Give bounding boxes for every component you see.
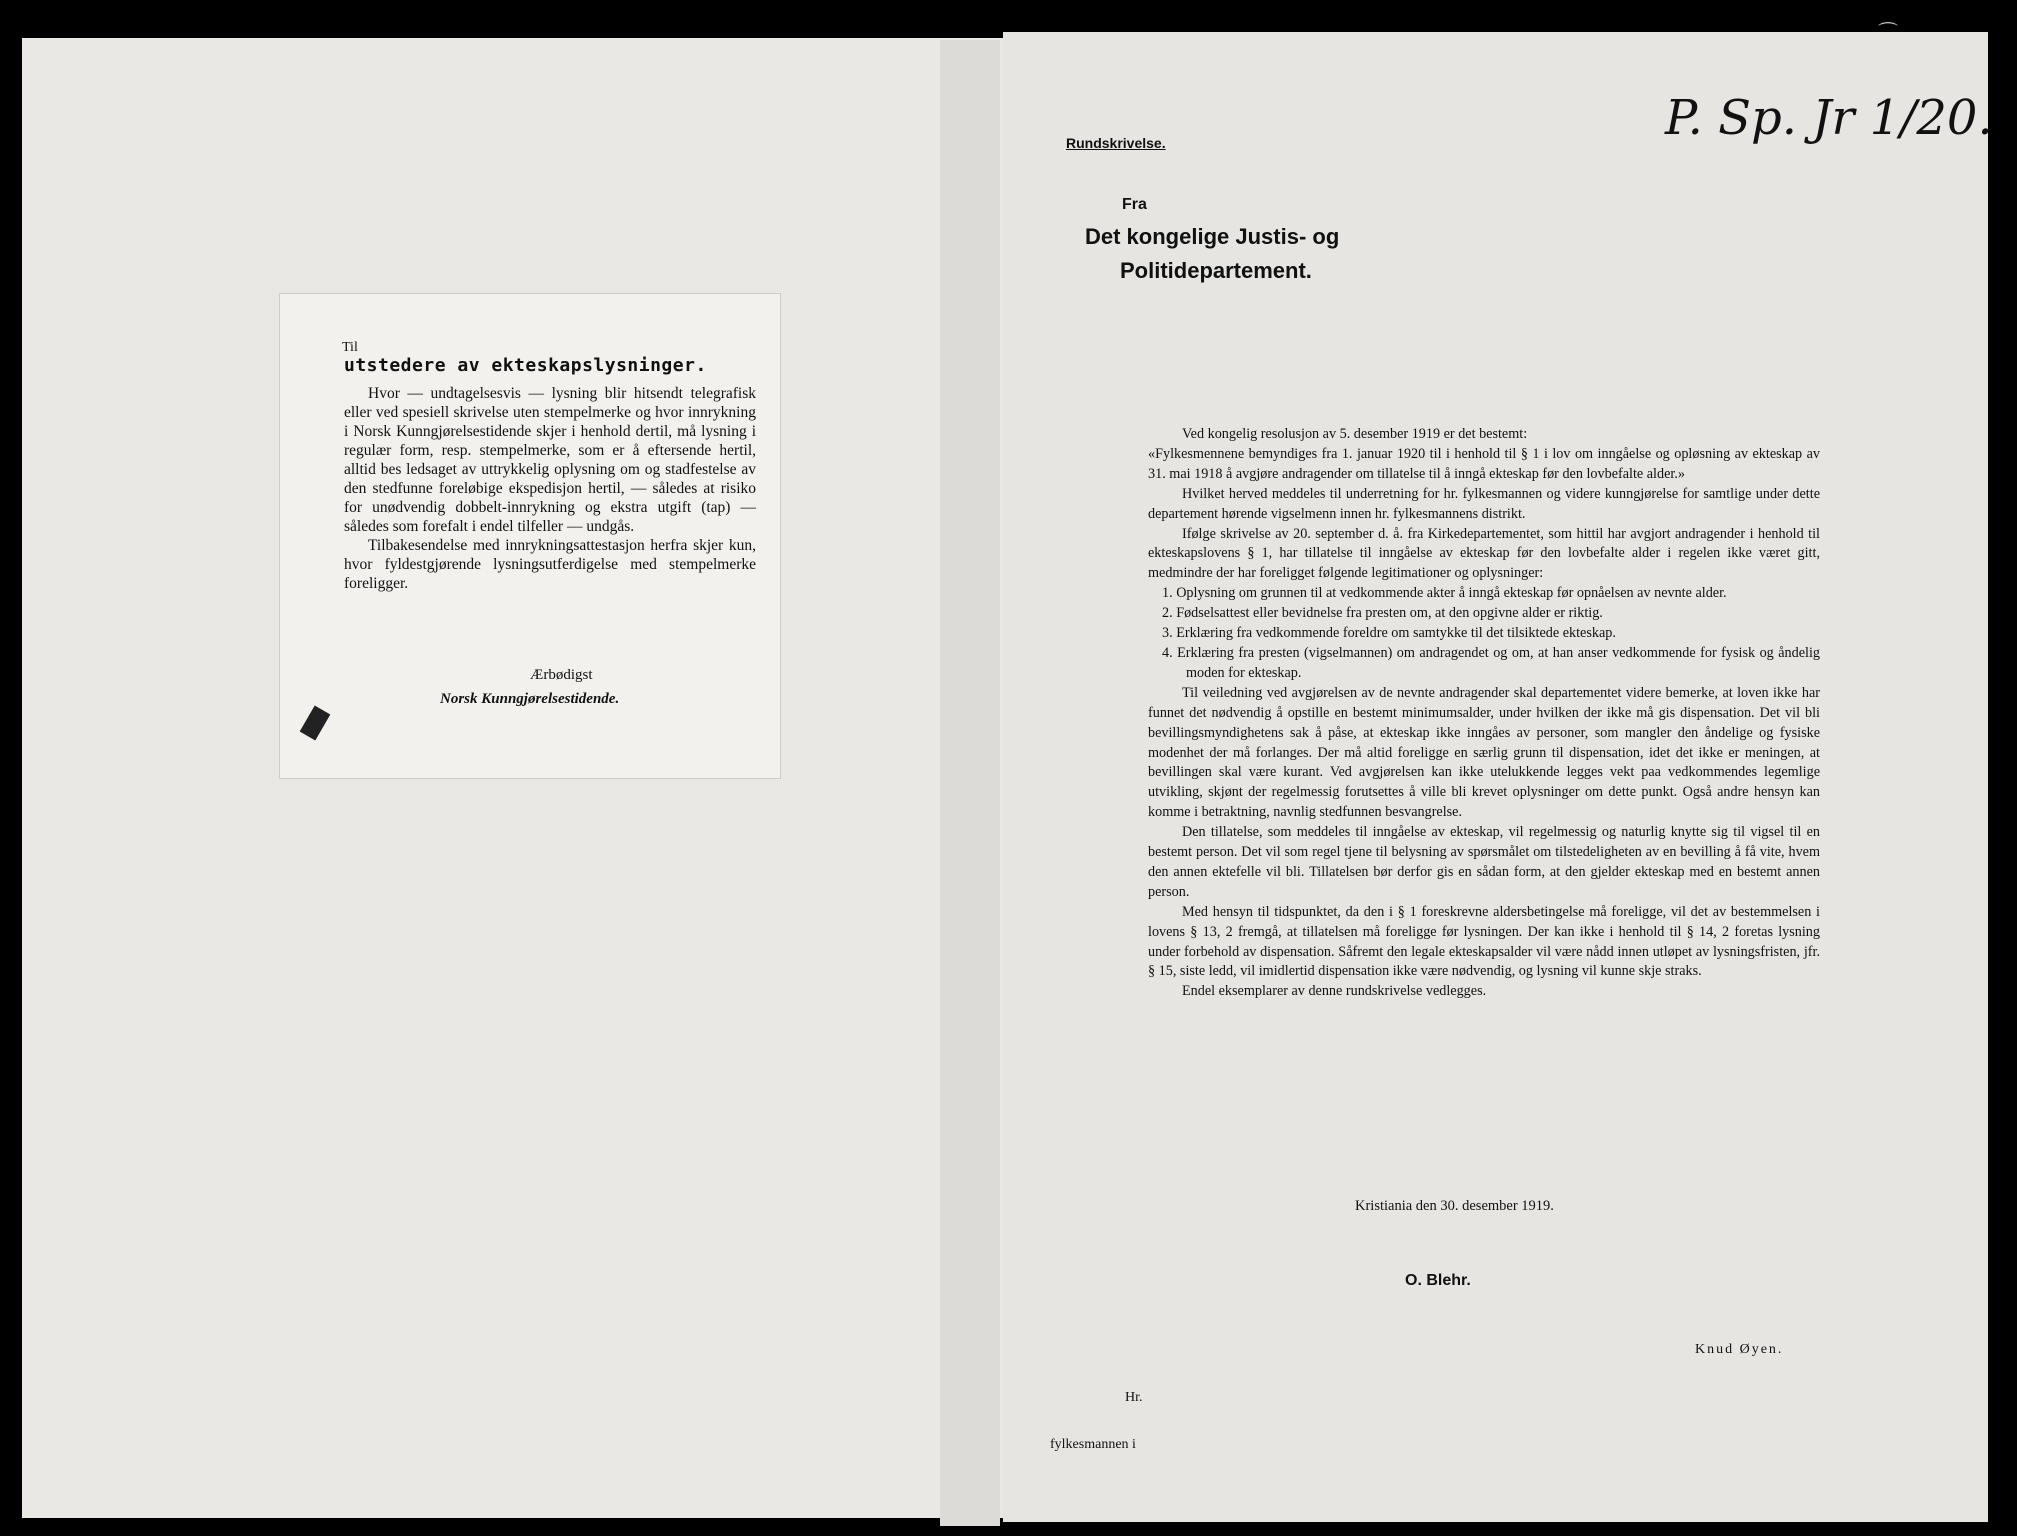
rundskrivelse-label: Rundskrivelse.	[1066, 135, 1166, 151]
notice-til: Til	[342, 340, 358, 355]
notice-body	[344, 384, 756, 593]
signer: O. Blehr.	[1405, 1272, 1471, 1289]
notice-signature: Norsk Kunngjørelsestidende.	[440, 691, 620, 707]
body-paragraph: «Fylkesmennene bemyndiges fra 1. januar 1920 til i henhold til § 1 i lov om inngåelse og opløsning av ekteskap av 31. mai 1918 å avgjøre andragender om tillatelse til å inngå ekteskap før den lovbefalte alder.»	[1148, 445, 1820, 482]
list-item: 3. Erklæring fra vedkommende foreldre om samtykke til det tilsiktede ekteskap.	[1162, 625, 1616, 642]
notice-slip	[280, 294, 780, 778]
notice-paragraph: Tilbakesendelse med innrykningsattestasjon herfra skjer kun, hvor fyldestgjørende lysningsutferdigelse med stempelmerke foreligger.	[344, 537, 756, 592]
notice-closing: Ærbødigst	[530, 667, 593, 683]
list-item: 4. Erklæring fra presten (vigselmannen) om andragendet og om, at han anser vedkommende for fysisk og åndelig moden for ekteskap.	[1162, 644, 1820, 681]
notice-paragraph: Hvor — undtagelsesvis — lysning blir hitsendt telegrafisk eller ved spesiell skrivelse uten stempelmerke og hvor innrykning i Norsk Kunngjørelsestidende skjer i henhold dertil, må lysning i regulær form, resp. stempelmerke, som er å eftersende hertil, alltid bes ledsaget av uttrykkelig oplysning om og stadfestelse av den stedfunne foreløbige ekspedisjon hertil, — således at risiko for unødvendig dobbelt-innrykning og ekstra utgift (tap) — således som forefalt i endel tilfeller — undgås.	[344, 385, 756, 535]
place-date: Kristiania den 30. desember 1919.	[1355, 1198, 1554, 1214]
body-paragraph: Ifølge skrivelse av 20. september d. å. fra Kirkedepartementet, som hittil har avgjort andragender i henhold til ekteskapslovens § 1, har tillatelse til inngåelse av ekteskap før den lovbefalte alder i regelen ikke været gitt, medmindre der har foreligget følgende legitimationer og oplysninger:	[1148, 525, 1820, 582]
addressee-fylkesmann: fylkesmannen i	[1050, 1437, 1136, 1452]
notice-heading: utstedere av ekteskapslysninger.	[344, 355, 707, 376]
body-paragraph: Til veiledning ved avgjørelsen av de nevnte andragender skal departementet videre bemerke, at loven ikke har funnet det nødvendig å opstille en bestemt minimumsalder, under hvilken der ikke må gis dispensation. Det vil bli bevillingsmyndighetens sak å påse, at ekteskap ikke inngåes av personer, som mangler den åndelige og fysiske modenhet der må forlanges. Der må altid foreligge en særlig grunn til dispensation, idet det ikke er meningen, at bevillingen skal være kurant. Ved avgjørelsen kan ikke utelukkende legges vekt paa vedkommendes legemlige utvikling, skjønt der regelmessig forutsettes å ville bli krevet oplysninger om dette punkt. Også andre hensyn kan komme i betraktning, navnlig stedfunnen besvangrelse.	[1148, 684, 1820, 821]
department-line-1: Det kongelige Justis- og	[1085, 224, 1340, 249]
body-paragraph: Med hensyn til tidspunktet, da den i § 1 foreskrevne aldersbetingelse må foreligge, vil det av bestemmelsen i lovens § 13, 2 fremgå, at tillatelsen må foreligge før lysningen. Der kan ikke i henhold til § 14, 2 foretas lysning under forbehold av dispensation. Såfremt den legale ekteskapsalder vil være nådd innen utløpet av lysningsfristen, jfr. § 15, siste ledd, vil imidlertid dispensation ikke være nødvendig, og lysning vil kunne skje straks.	[1148, 903, 1820, 980]
body-paragraph: Endel eksemplarer av denne rundskrivelse vedlegges.	[1182, 983, 1487, 1000]
countersigner: Knud Øyen.	[1695, 1342, 1784, 1357]
body-paragraph: Ved kongelig resolusjon av 5. desember 1919 er det bestemt:	[1182, 426, 1528, 442]
body-paragraph: Hvilket herved meddeles til underretning for hr. fylkesmannen og videre kunngjørelse for samtlige under dette departement hørende vigselmenn innen hr. fylkesmannens distrikt.	[1148, 485, 1820, 522]
list-item: 2. Fødselsattest eller bevidnelse fra presten om, at den opgivne alder er riktig.	[1162, 605, 1603, 622]
addressee-hr: Hr.	[1125, 1390, 1143, 1405]
department-line-2: Politidepartement.	[1120, 258, 1312, 283]
binding-strip	[940, 40, 1000, 1526]
from-label: Fra	[1122, 196, 1147, 213]
corner-mark: ⌒	[1878, 20, 1898, 44]
body-paragraph: Den tillatelse, som meddeles til inngåelse av ekteskap, vil regelmessig og naturlig knytte sig til vigsel til en bestemt person. Det vil som regel tjene til belysning av spørsmålet om tilstedeligheten av en bevilling å få vite, hvem den annen ektefelle vil bli. Tillatelsen bør derfor gis en sådan form, at den gjelder ekteskap med en bestemt annen person.	[1148, 824, 1820, 900]
left-page	[22, 38, 1008, 1518]
list-item: 1. Oplysning om grunnen til at vedkommende akter å inngå ekteskap før opnåelsen av nevnte alder.	[1162, 585, 1727, 602]
stamp-mark	[300, 706, 331, 741]
handwritten-reference: P. Sp. Jr 1/20.	[1665, 90, 1993, 146]
circular-body	[1148, 425, 1820, 1002]
